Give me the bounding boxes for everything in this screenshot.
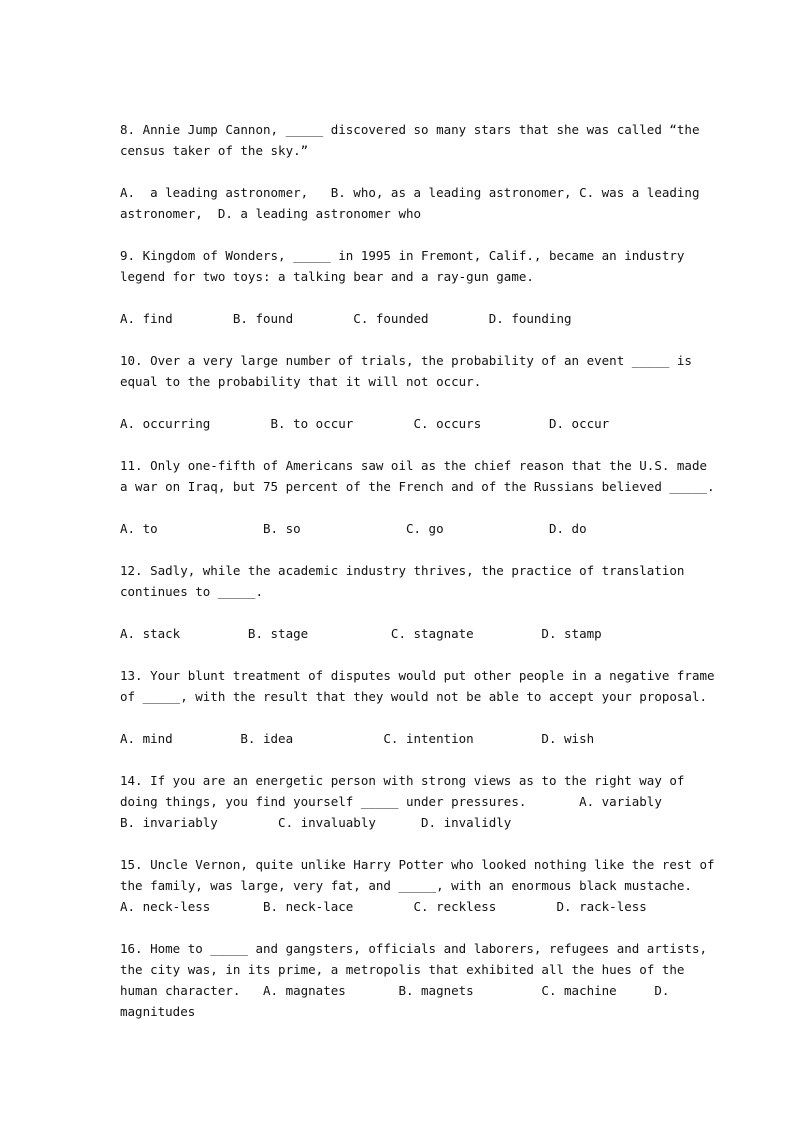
question-16-line-2: the city was, in its prime, a metropolis that exhibited all the hues of the bbox=[120, 962, 685, 977]
question-13-line-1: 13. Your blunt treatment of disputes would put other people in a negative frame bbox=[120, 668, 715, 683]
question-11-line-2: a war on Iraq, but 75 percent of the French and of the Russians believed _____. bbox=[120, 479, 715, 494]
question-15-line-3: A. neck-less B. neck-lace C. reckless D. rack-less bbox=[120, 899, 647, 914]
question-16-line-3: human character. A. magnates B. magnets C. machine D. bbox=[120, 983, 670, 998]
question-15-line-1: 15. Uncle Vernon, quite unlike Harry Potter who looked nothing like the rest of bbox=[120, 857, 715, 872]
question-9-options: A. find B. found C. founded D. founding bbox=[120, 311, 572, 326]
question-12-line-1: 12. Sadly, while the academic industry thrives, the practice of translation bbox=[120, 563, 685, 578]
question-15-line-2: the family, was large, very fat, and _____, with an enormous black mustache. bbox=[120, 878, 692, 893]
question-10-line-2: equal to the probability that it will not occur. bbox=[120, 374, 482, 389]
question-8-options-line-2: astronomer, D. a leading astronomer who bbox=[120, 206, 422, 221]
question-10-line-1: 10. Over a very large number of trials, the probability of an event _____ is bbox=[120, 353, 692, 368]
question-9-line-2: legend for two toys: a talking bear and a ray-gun game. bbox=[120, 269, 534, 284]
question-14-line-1: 14. If you are an energetic person with strong views as to the right way of bbox=[120, 773, 685, 788]
question-11-line-1: 11. Only one-fifth of Americans saw oil as the chief reason that the U.S. made bbox=[120, 458, 707, 473]
question-12-options: A. stack B. stage C. stagnate D. stamp bbox=[120, 626, 602, 641]
question-list bbox=[120, 119, 715, 1022]
question-13-options: A. mind B. idea C. intention D. wish bbox=[120, 731, 595, 746]
question-16-line-4: magnitudes bbox=[120, 1004, 196, 1019]
question-9-line-1: 9. Kingdom of Wonders, _____ in 1995 in Fremont, Calif., became an industry bbox=[120, 248, 685, 263]
question-8-line-1: 8. Annie Jump Cannon, _____ discovered so many stars that she was called “the bbox=[120, 122, 700, 137]
question-8-options-line-1: A. a leading astronomer, B. who, as a leading astronomer, C. was a leading bbox=[120, 185, 700, 200]
question-11-options: A. to B. so C. go D. do bbox=[120, 521, 587, 536]
question-16-line-1: 16. Home to _____ and gangsters, officials and laborers, refugees and artists, bbox=[120, 941, 707, 956]
question-10-options: A. occurring B. to occur C. occurs D. occur bbox=[120, 416, 610, 431]
question-12-line-2: continues to _____. bbox=[120, 584, 263, 599]
question-14-line-2: doing things, you find yourself _____ under pressures. A. variably bbox=[120, 794, 662, 809]
question-8-line-2: census taker of the sky.” bbox=[120, 143, 309, 158]
question-14-line-3: B. invariably C. invaluably D. invalidly bbox=[120, 815, 512, 830]
question-13-line-2: of _____, with the result that they would not be able to accept your proposal. bbox=[120, 689, 707, 704]
